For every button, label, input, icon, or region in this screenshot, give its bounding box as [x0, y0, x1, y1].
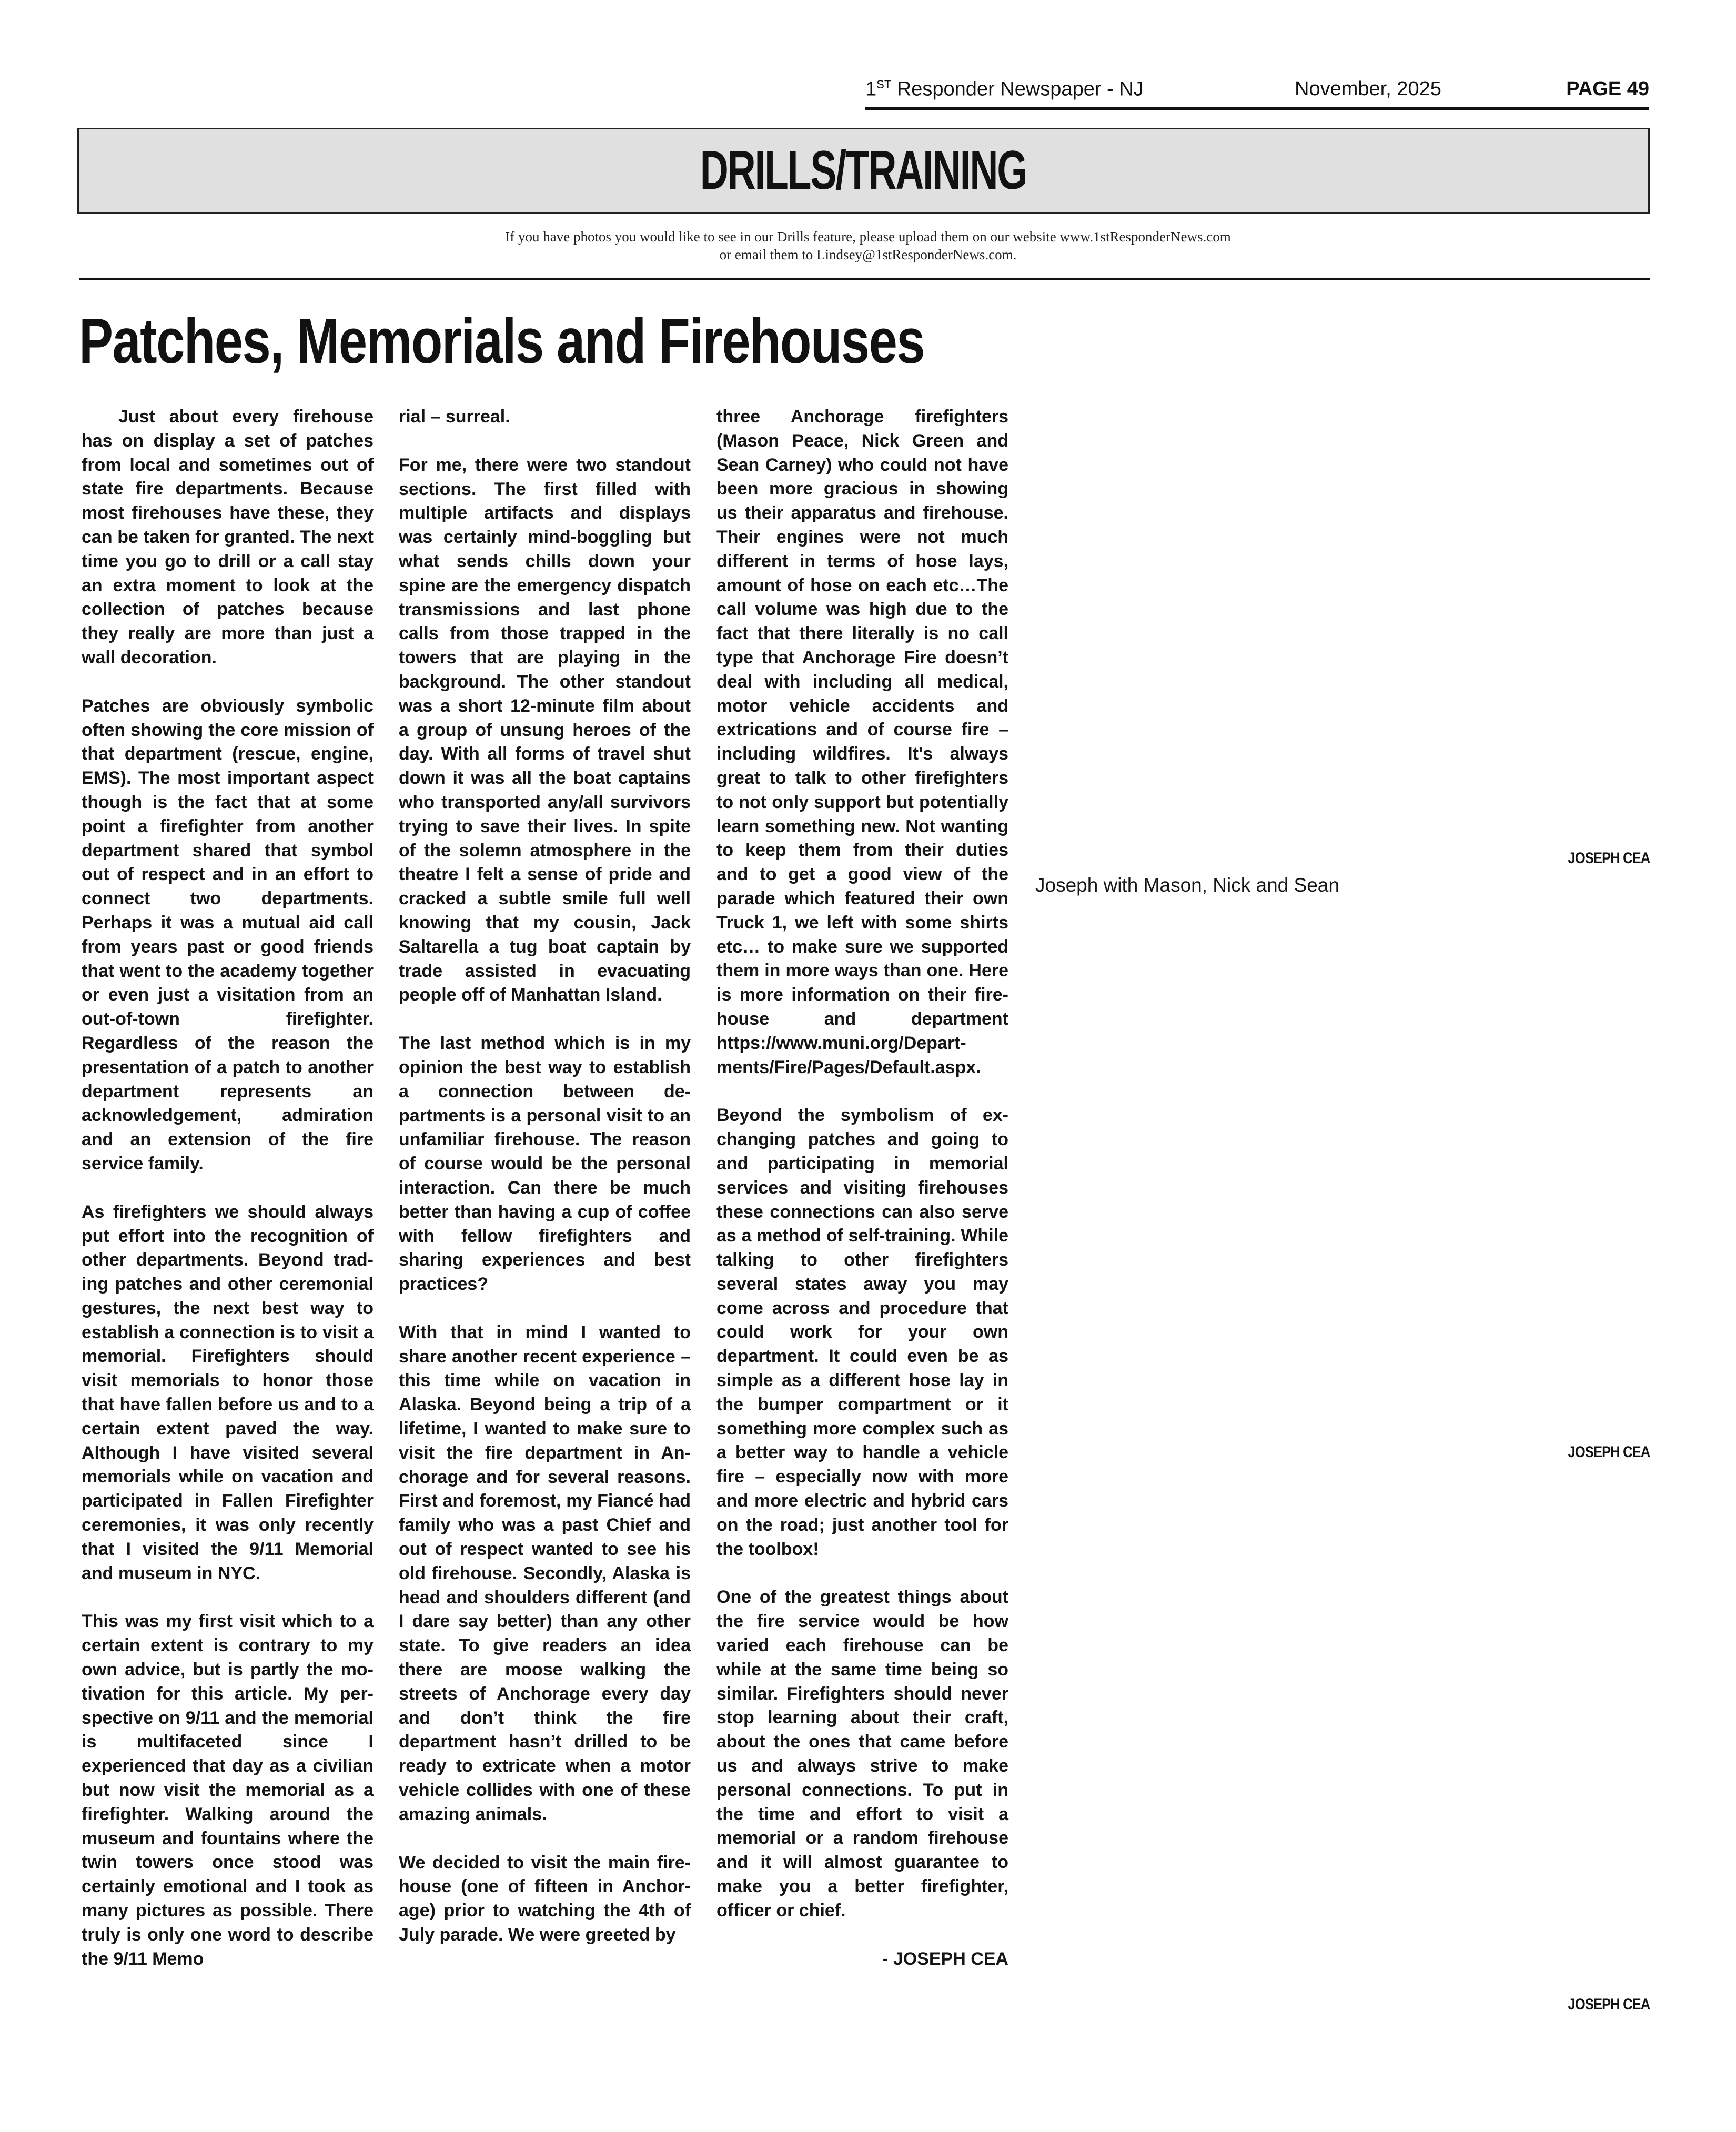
paragraph: For me, there were two standout sections. The first filled with multiple artifacts and displays was certainly mind-boggling but what sends chills down your spine are the emergency dispatch transmissions and last phone calls from those trapped in the towers that are playing in the background. The other standout was a short 12-minute film about a group of unsung heroes of the day. With all forms of travel shut down it was all the boat captains who transported any/all survivors trying to save their lives. In spite of the solemn atmosphere in the theatre I felt a sense of pride and cracked a subtle smile full well knowing that my cousin, Jack Saltarella a tug boat captain by trade assisted in evacuating people off of Manhattan Island.: [399, 454, 691, 1005]
paragraph: Beyond the symbolism of exchanging patches and going to and participating in memorial services and visiting firehouses these connections can also serve as a method of self-training. While talking to other firefighters several states away you may come across and procedure that could work for your own department. It could even be as simple as a different hose lay in the bumper compartment or it something more complex such as a better way to handle a vehicle fire – especially now with more and more electric and hybrid cars on the road; just another tool for the toolbox!: [716, 1105, 1008, 1559]
paragraph: As firefighters we should always put effort into the recognition of other departments. Beyond trading patches and other ceremonial gestures, the next best way to establish a connection is to visit a memorial. Firefighters should visit memorials to honor those that have fallen before us and to a certain extent paved the way. Although I have visited several memorials while on vacation and participated in Fallen Firefighter ceremonies, it was only recently that I visited the 9/11 Memorial and museum in NYC.: [82, 1201, 374, 1583]
article-headline: Patches, Memorials and Firehouses: [79, 305, 924, 377]
paragraph: The last method which is in my opinion the best way to establish a connection between departments is a personal visit to an unfamiliar firehouse. The reason of course would be the personal interaction. Can there be much better than having a cup of coffee with fellow firefighters and sharing experiences and best practices?: [399, 1033, 691, 1295]
photo-credit-2: JOSEPH CEA: [1568, 1443, 1650, 1461]
masthead: [865, 78, 1649, 110]
notice-line-1: If you have photos you would like to see in our Drills feature, please upload them on our website www.1stResponderNews.com: [505, 229, 1231, 245]
photo-credit-1: JOSEPH CEA: [1568, 850, 1650, 867]
publication-name: 1ST Responder Newspaper - NJ: [865, 78, 1144, 100]
paragraph: We decided to visit the main firehouse (one of fifteen in Anchorage) prior to watching the 4th of July parade. We were greeted by: [399, 1852, 691, 1945]
page-number: PAGE 49: [1566, 78, 1649, 100]
author-signature: - JOSEPH CEA: [882, 1948, 1008, 1969]
section-banner: [77, 128, 1650, 214]
photo-credit-3: JOSEPH CEA: [1568, 1996, 1650, 2013]
paragraph: This was my first visit which to a certain extent is contrary to my own advice, but is partly the motivation for this article. My perspective on 9/11 and the memorial is multifaceted since I experienced that day as a civilian but now visit the memorial as a firefighter. Walking around the museum and fountains where the twin towers once stood was certainly emotional and I took as many pictures as possible. There truly is only one word to describe the 9/11 Memo: [82, 1611, 374, 1969]
issue-date: November, 2025: [1295, 78, 1441, 100]
section-divider: [79, 278, 1650, 280]
section-title: DRILLS/TRAINING: [700, 140, 1027, 201]
submission-notice: [158, 228, 1578, 264]
photo-caption-1: Joseph with Mason, Nick and Sean: [1035, 874, 1339, 896]
article-column-3: [716, 405, 1008, 1971]
paragraph: With that in mind I wanted to share another recent experience – this time while on vacation in Alaska. Beyond being a trip of a lifetime, I wanted to make sure to visit the fire department in Anchorage and for several reasons. First and foremost, my Fiancé had family who was a past Chief and out of respect wanted to see his old firehouse. Secondly, Alaska is head and shoulders different (and I dare say better) than any other state. To give readers an idea there are moose walking the streets of Anchorage every day and don’t think the fire department hasn’t drilled to be ready to extricate when a motor vehicle collides with one of these amazing animals.: [399, 1322, 691, 1824]
paragraph: three Anchorage firefighters (Mason Peace, Nick Green and Sean Carney) who could not have been more gracious in showing us their apparatus and firehouse. Their engines were not much different in terms of hose lays, amount of hose on each etc…The call volume was high due to the fact that there literally is no call type that Anchorage Fire doesn’t deal with including all medical, motor vehicle accidents and extrications and of course fire – including wildfires. It's always great to talk to other firefighters to not only support but potentially learn something new. Not wanting to keep them from their duties and to get a good view of the parade which featured their own Truck 1, we left with some shirts etc… to make sure we supported them in more ways than one. Here is more information on their firehouse and department https://www.muni.org/Departments/Fire/Pages/Default.aspx.: [716, 407, 1008, 1077]
paragraph: Just about every firehouse has on display a set of patches from local and sometimes out of state fire departments. Because most firehouses have these, they can be taken for granted. The next time you go to drill or a call stay an extra moment to look at the collection of patches because they really are more than just a wall decoration.: [82, 407, 374, 668]
paragraph: Patches are obviously symbolic often showing the core mission of that department (rescue, engine, EMS). The most important aspect though is the fact that at some point a firefighter from another department shared that symbol out of respect and in an effort to connect two departments. Perhaps it was a mutual aid call from years past or good friends that went to the academy together or even just a visitation from an out-of-town firefighter. Regardless of the reason the presentation of a patch to another department represents an acknowledgement, admiration and an extension of the fire service family.: [82, 695, 374, 1174]
article-column-1: [82, 405, 374, 1995]
paragraph: One of the greatest things about the fire service would be how varied each firehouse can be while at the same time being so similar. Firefighters should never stop learning about their craft, about the ones that came before us and always strive to make personal connections. To put in the time and effort to visit a memorial or a random firehouse and it will almost guarantee to make you a better firefighter, officer or chief.: [716, 1587, 1008, 1921]
paragraph: rial – surreal.: [399, 407, 510, 427]
notice-line-2: or email them to Lindsey@1stResponderNews.com.: [719, 247, 1017, 262]
article-column-2: [399, 405, 691, 1972]
